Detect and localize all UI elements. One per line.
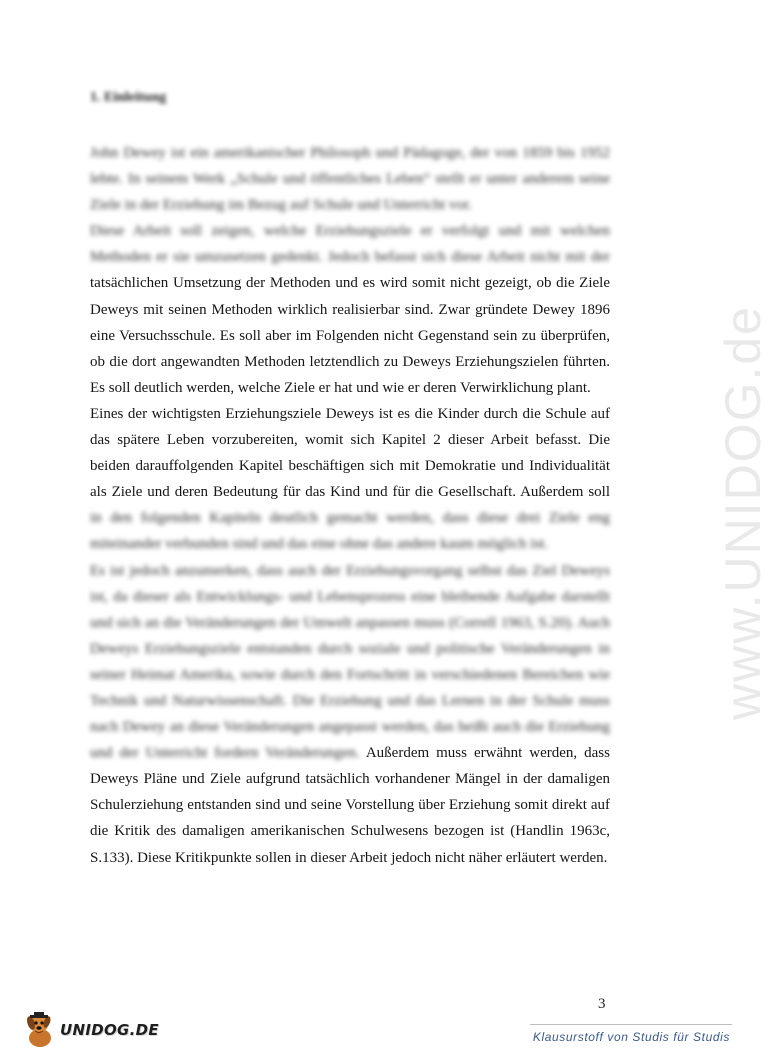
blurred-text: Diese Arbeit soll zeigen, welche Erziehungsziele er verfolgt und mit welchen Methoden er sie umzusetzen gedenkt. Jedoch befasst sich diese Arbeit nicht mit der: [90, 223, 610, 266]
section-heading: 1. Einleitung: [90, 90, 167, 105]
footer-tagline: Klausurstoff von Studis für Studis: [532, 1030, 730, 1044]
paragraph-1: [90, 140, 610, 218]
paragraph-4: [90, 558, 610, 871]
paragraph-3: [90, 401, 610, 558]
watermark: www.UNIDOG.de: [715, 305, 771, 720]
unidog-logo[interactable]: [22, 1010, 159, 1050]
visible-text: Außerdem muss erwähnt werden, dass Deweys Pläne und Ziele aufgrund tatsächlich vorhandener Mängel in der damaligen Schulerziehung entstanden sind und seine Vorstellung über Erziehung somit direkt auf die Kritik des damaligen amerikanischen Schulwesens bezogen ist (Handlin 1963c, S.133). Diese Kritikpunkte sollen in dieser Arbeit jedoch nicht näher erläutert werden.: [90, 745, 610, 866]
blurred-text: John Dewey ist ein amerikanischer Philosoph und Pädagoge, der von 1859 bis 1952 lebte. In seinem Werk „Schule und öffentliches Leben“ stellt er unter anderem seine Ziele in der Erziehung im Bezug auf Schule und Unterricht vor.: [90, 145, 610, 214]
footer-divider: [530, 1024, 732, 1025]
dog-mascot-icon: [22, 1010, 58, 1050]
body-text: [90, 140, 610, 871]
paragraph-2: [90, 218, 610, 401]
logo-text: UNIDOG.DE: [60, 1021, 159, 1039]
blurred-text: in den folgenden Kapiteln deutlich gemacht werden, dass diese drei Ziele eng miteinander verbunden sind und das eine ohne das andere kaum möglich ist.: [90, 510, 610, 553]
visible-text: Eines der wichtigsten Erziehungsziele Deweys ist es die Kinder durch die Schule auf das spätere Leben vorzubereiten, womit sich Kapitel 2 dieser Arbeit befasst. Die beiden darauffolgenden Kapitel beschäftigen sich mit Demokratie und Individualität als Ziele und deren Bedeutung für das Kind und für die Gesellschaft. Außerdem soll: [90, 405, 610, 501]
page-number: 3: [598, 996, 606, 1012]
visible-text: tatsächlichen Umsetzung der Methoden und es wird somit nicht gezeigt, ob die Ziele Deweys mit seinen Methoden wirklich realisierbar sind. Zwar gründete Dewey 1896 eine Versuchsschule. Es soll aber im Folgenden nicht Gegenstand sein zu überprüfen, ob die dort angewandten Methoden letztendlich zu Deweys Erziehungszielen führten. Es soll deutlich werden, welche Ziele er hat und wie er deren Verwirklichung plant.: [90, 275, 610, 396]
blurred-text: Es ist jedoch anzumerken, dass auch der Erziehungsvorgang selbst das Ziel Deweys ist, da dieser als Entwicklungs- und Lebensprozess eine bleibende Aufgabe darstellt und sich an die Veränderungen der Umwelt anpassen muss (Correll 1963, S.20). Auch Deweys Erziehungsziele entstanden durch soziale und politische Veränderungen in seiner Heimat Amerika, sowie durch den Fortschritt in verschiedenen Bereichen wie Technik und Naturwissenschaft. Die Erziehung und das Lernen in der Schule muss nach Dewey an diese Veränderungen angepasst werden, das heißt auch die Erziehung und der Unterricht fordern Veränderungen.: [90, 562, 610, 762]
